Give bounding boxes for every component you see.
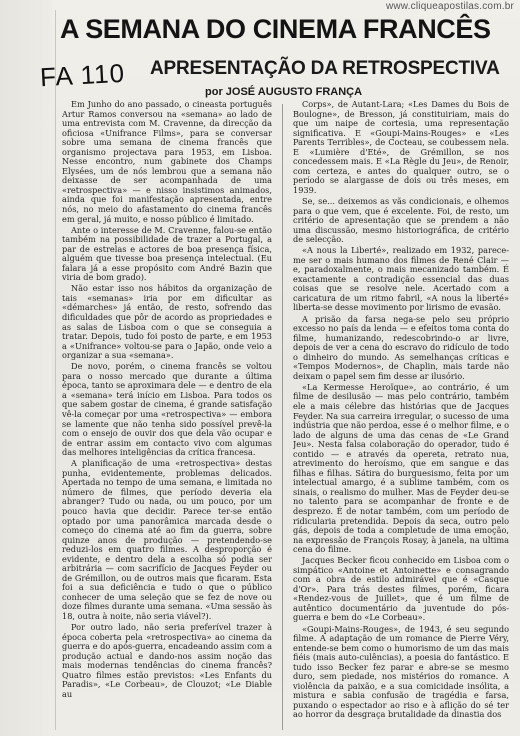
column-divider	[282, 104, 283, 730]
paragraph: A planificação de uma «retrospectiva» destas punha, evidentemente, problemas delicados. Apertada no tempo de uma semana, e limitada no número de filmes, que período deveria ela abranger? Tudo ou nada, ou um pouco, por um pouco havia que decidir. Parece ter-se então optado por uma panorâmica marcada desde o começo do cinema até ao fim da guerra, sobre quinze anos de produção — pretendendo-se reduzi-los em quatro filmes. A desproporção é evidente, e dentro dela a escolha só podia ser arbitrária — com sacrifício de Jacques Feyder ou de Grémillon, ou de outros mais que ficaram. Esta foi a sua deficiência e tudo o que o público conhecer de uma seleção que se fez de nove ou doze filmes durante uma semana. «Uma sessão às 18, outra à noite, não seria viável?).	[62, 458, 272, 621]
paragraph: Jacques Becker ficou conhecido em Lisboa com o simpático «Antoine et Antoinette» e consagrando com a obra de estilo admirável que é «Casque d'Or». Para trás destes filmes, porém, ficara «Rendez-vous de Juillet», que é um filme de autêntico documentário da juventude do pós-guerra e bem do «Le Corbeau».	[293, 555, 509, 623]
paragraph: Por outro lado, não seria preferível trazer à época coberta pela «retrospectiva» ao cinema da guerra e do após-guerra, encadeando assim com a produção actual e dando-nos assim noção das mais modernas tendências do cinema francês? Quatro filmes estão previstos: «Les Enfants du Paradis», «Le Corbeau», de Clouzot; «Le Diable au	[62, 622, 272, 699]
left-text-column	[62, 100, 272, 732]
watermark-text: www.cliqueapostilas.com.br	[385, 1, 514, 12]
paragraph: «Goupi-Mains-Rouges», de 1943, é seu segundo filme. A adaptação de um romance de Pierre Véry, entende-se bem como o humorismo de um das mais fiéis (mais auto-culências), a poesia do fantástico. E tudo isso Becker fez parar e abre-se se mesmo duro, sem piedade, nos mistérios do romance. A violência da paixão, e a sua comicidade insólita, a mistura e sabia confusão de tragédia e farsa, puxando o espectador ao riso e à aflição do sé ter ao horror da desgraça brutalidade da dinastia dos	[293, 623, 509, 720]
paragraph: Se, se... deixemos as vãs condicionais, e olhemos para o que vem, que é excelente. Foi, de resto, um critério de apresentação que se prendem a não uma discussão, mesmo historiográfica, de critério de selecção.	[293, 195, 509, 245]
paragraph: Em Junho do ano passado, o cineasta português Artur Ramos conversou na «semana» ao lado de uma entrevista com M. Cravenne, da direcção da oficiosa «Unifrance Films», para se conversar sobre uma semana de cinema francês que organismo projectava para 1953, em Lisboa. Nesse encontro, num gabinete dos Champs Elysées, um de nós lembrou que a semana não deixasse de ser acompanhada de uma «retrospectiva» — e nisso insistimos animados, ainda que foi manifestação apresentada, entre nós, no meio do afastamento do cinema francês em geral, já muito, e nosso público é limitado.	[62, 100, 272, 224]
article-byline: por JOSÉ AUGUSTO FRANÇA	[205, 86, 363, 98]
article-headline: A SEMANA DO CINEMA FRANCÊS	[60, 14, 491, 44]
article-subheadline: APRESENTAÇÃO DA RETROSPECTIVA	[150, 58, 500, 79]
paragraph: Não estar isso nos hábitos da organização de tais «semanas» iria por em dificultar as «démarches» já então, de resto, sofrendo das dificuldades que pôr de acordo as propriedades e as salas de Lisboa com o que se conseguia a tratar. Depois, tudo foi posto de parte, e em 1953 a «Unifrance» voltou-se para o Japão, onde veio a organizar a sua «semana».	[62, 283, 272, 361]
paragraph: De novo, porém, o cinema francês se voltou para o nosso mercado que durante a última época, tanto se aproximara dele — e dentro de ela a «semana» terá início em Lisboa. Para todos os que sabem gostar de cinema, é grande satisfação vê-la começar por uma «retrospectiva» — embora se lamente que não tenha sido possível prevê-la com o ensejo de ouvir dos que dela vão ocupar e de entrar assim em contacto vivo com algumas das melhores inteligências da crítica francesa.	[62, 361, 272, 458]
paragraph: «La Kermesse Heroïque», ao contrário, é um filme de desilusão — mas pelo contrário, também ele a mais célebre das histórias que de Jacques Feyder. Na sua carreira irregular, o sucesso de uma indústria que não perdoa, esse é o melhor filme, e o lado de alguns de uma das cenas de «Le Grand Jeu». Nesta falsa colaboração do operador, tudo é contido — e através da opereta, retrato nua, atrevimento do heroísmo, que em sangue e das filhas e filhas. Sátira do burguesismo, feita por um intelectual amargo, é a sublime também, com os sinais, o realismo do mulher. Mas de Feyder deu-se no talento para se acompanhar de fronte e de desprezo. É de notar também, com um período de ridicularia pretendida. Depois da seca, outro pelo gás, depois de toda a completude de uma emoção, na expressão de François Rosay, à janela, na ultima cena do filme.	[293, 381, 509, 555]
paragraph: Corps», de Autant-Lara; «Les Dames du Bois de Boulogne», de Bresson, já constituiriam, mais do que um naipe de cortesia, uma representação significativa. E «Goupi-Mains-Rouges» e «Les Parents Terribles», de Cocteau, se coubessem nela. E «Lumière d'Eté», de Grémillon, se nos concedessem mais. E «La Règle du Jeu», de Renoir, com certeza, e antes do qualquer outro, se o período se alargasse de dois ou três meses, em 1939.	[293, 100, 509, 195]
right-text-column	[293, 100, 509, 732]
page-margin	[0, 0, 52, 736]
archive-stamp: FA 110	[39, 57, 126, 93]
clipping-edge	[55, 10, 56, 730]
paragraph: A prisão da farsa nega-se pelo seu próprio excesso no país da lenda — e efeitos toma conta do filme, humanizando, redescobrindo-o ar livre, depois de ver a cena do escravo do ridículo de todo o dinheiro do mundo. As semelhanças críticas e «Tempos Modernos», de Chaplin, mais tarde não deixam o papel sem fim desse ar ilusório.	[293, 313, 509, 381]
paragraph: «A nous la Liberté», realizado em 1932, parece-me ser o mais humano dos filmes de René Clair — e, paradoxalmente, o mais mecanizado também. É exactamente a contradição essencial das duas coisas que se resolve nele. Acertado com a caricatura de um ritmo fabril, «A nous la liberté» liberta-se desse movimento por lirismo de evasão.	[293, 245, 509, 313]
paragraph: Ante o interesse de M. Cravenne, falou-se então também na possibilidade de trazer a Portugal, a par de estrelas e actores de boa presença física, alguém que tivesse boa presença intelectual. (Eu falara já a esse propósito com André Bazin que viria de bom grado).	[62, 224, 272, 283]
